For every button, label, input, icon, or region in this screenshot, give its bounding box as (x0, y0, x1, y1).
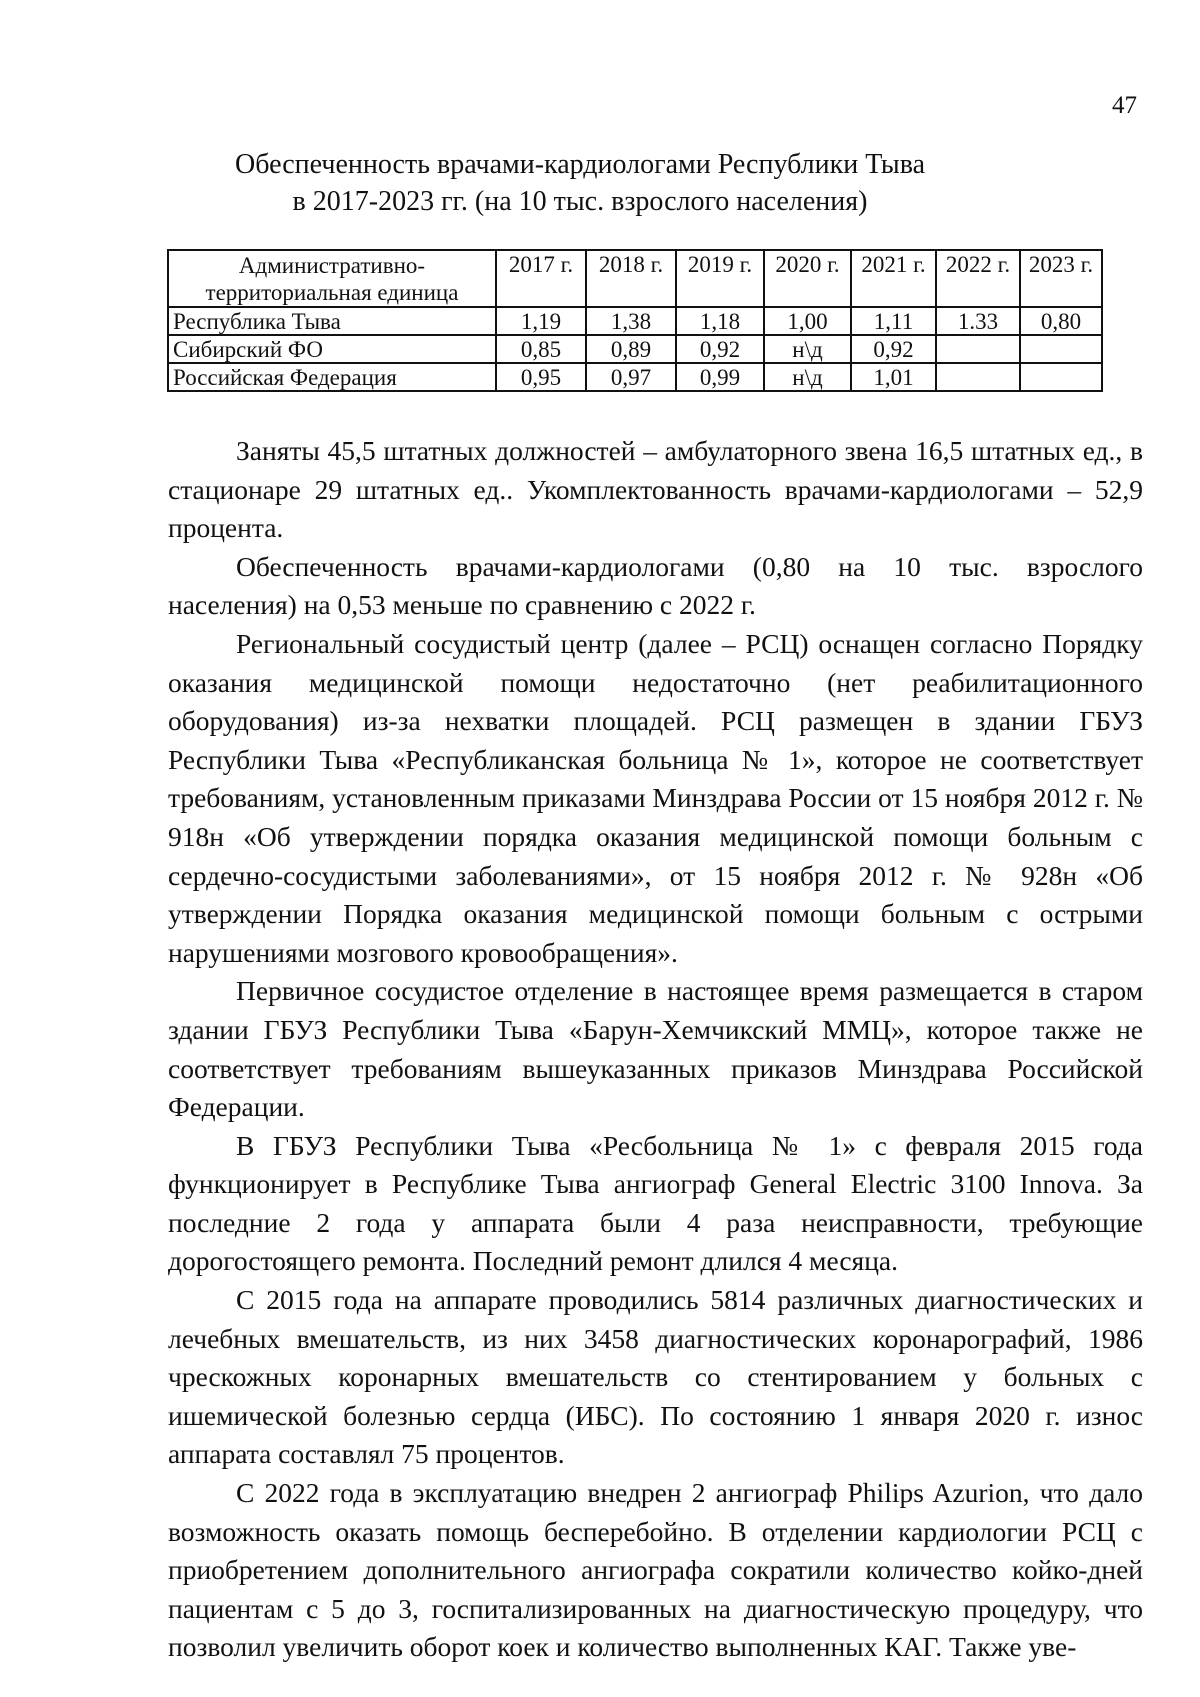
column-header-unit: Административно-территориальная единица (168, 250, 496, 307)
table-cell: 0,97 (586, 363, 676, 391)
table-title-line-2: в 2017-2023 гг. (на 10 тыс. взрослого населения) (292, 186, 868, 217)
table-cell: 0,85 (496, 335, 586, 363)
table-cell: 0,92 (851, 335, 936, 363)
table-cell (1020, 335, 1102, 363)
table-row (168, 335, 1102, 363)
cardiologist-coverage-table (167, 249, 1103, 392)
table-cell (1020, 363, 1102, 391)
table-cell: н\д (764, 363, 851, 391)
table-cell: 1,19 (496, 307, 586, 335)
table-title-line-1: Обеспеченность врачами-кардиологами Республики Тыва (235, 149, 925, 180)
table-cell: 1,11 (851, 307, 936, 335)
column-header-year: 2019 г. (676, 250, 764, 307)
column-header-year: 2017 г. (496, 250, 586, 307)
paragraph: Заняты 45,5 штатных должностей – амбулаторного звена 16,5 штатных ед., в стационаре 29 штатных ед.. Укомплектованность врачами-кардиологами – 52,9 процента. (168, 435, 1143, 544)
row-label: Сибирский ФО (168, 335, 496, 363)
paragraph: Обеспеченность врачами-кардиологами (0,80 на 10 тыс. взрослого населения) на 0,53 меньше по сравнению с 2022 г. (168, 550, 1143, 621)
table-cell: 1,38 (586, 307, 676, 335)
table-header-row (168, 250, 1102, 307)
table-cell: 1.33 (936, 307, 1020, 335)
paragraph: С 2022 года в эксплуатацию внедрен 2 ангиограф Philips Azurion, что дало возможность оказать помощь бесперебойно. В отделении кардиологии РСЦ с приобретением дополнительного ангиографа сократили количество койко-дней пациентам с 5 до 3, госпитализированных на диагностическую процедуру, что позволил увеличить оборот коек и количество выполненных КАГ. Также уве- (168, 1477, 1143, 1663)
paragraph: В ГБУЗ Республики Тыва «Ресбольница № 1» с февраля 2015 года функционирует в Республике Тыва ангиограф General Electric 3100 Innova. За последние 2 года у аппарата были 4 раза неисправности, требующие дорогостоящего ремонта. Последний ремонт длился 4 месяца. (168, 1129, 1143, 1277)
column-header-year: 2018 г. (586, 250, 676, 307)
paragraph: Первичное сосудистое отделение в настоящее время размещается в старом здании ГБУЗ Республики Тыва «Барун-Хемчикский ММЦ», которое также не соответствует требованиям вышеуказанных приказов Минздрава Российской Федерации. (168, 975, 1143, 1123)
row-label: Российская Федерация (168, 363, 496, 391)
table-cell: н\д (764, 335, 851, 363)
table-cell: 1,01 (851, 363, 936, 391)
table-cell (936, 335, 1020, 363)
page-number: 47 (1112, 92, 1137, 119)
table-row (168, 363, 1102, 391)
table-cell: 0,95 (496, 363, 586, 391)
document-body (168, 432, 1143, 1667)
row-label: Республика Тыва (168, 307, 496, 335)
table-cell: 0,92 (676, 335, 764, 363)
column-header-year: 2023 г. (1020, 250, 1102, 307)
column-header-year: 2020 г. (764, 250, 851, 307)
table-cell (936, 363, 1020, 391)
column-header-year: 2022 г. (936, 250, 1020, 307)
table-cell: 0,89 (586, 335, 676, 363)
table-title (160, 146, 1000, 220)
table-cell: 0,80 (1020, 307, 1102, 335)
table-cell: 0,99 (676, 363, 764, 391)
paragraph: С 2015 года на аппарате проводились 5814 различных диагностических и лечебных вмешательств, из них 3458 диагностических коронарографий, 1986 чрескожных коронарных вмешательств со стентированием у больных с ишемической болезнью сердца (ИБС). По состоянию 1 января 2020 г. износ аппарата составлял 75 процентов. (168, 1284, 1143, 1470)
table-cell: 1,18 (676, 307, 764, 335)
column-header-year: 2021 г. (851, 250, 936, 307)
table-cell: 1,00 (764, 307, 851, 335)
paragraph: Региональный сосудистый центр (далее – РСЦ) оснащен согласно Порядку оказания медицинской помощи недостаточно (нет реабилитационного оборудования) из-за нехватки площадей. РСЦ размещен в здании ГБУЗ Республики Тыва «Республиканская больница № 1», которое не соответствует требованиям, установленным приказами Минздрава России от 15 ноября 2012 г. № 918н «Об утверждении порядка оказания медицинской помощи больным с сердечно-сосудистыми заболеваниями», от 15 ноября 2012 г. № 928н «Об утверждении Порядка оказания медицинской помощи больным с острыми нарушениями мозгового кровообращения». (168, 627, 1143, 968)
table-row (168, 307, 1102, 335)
